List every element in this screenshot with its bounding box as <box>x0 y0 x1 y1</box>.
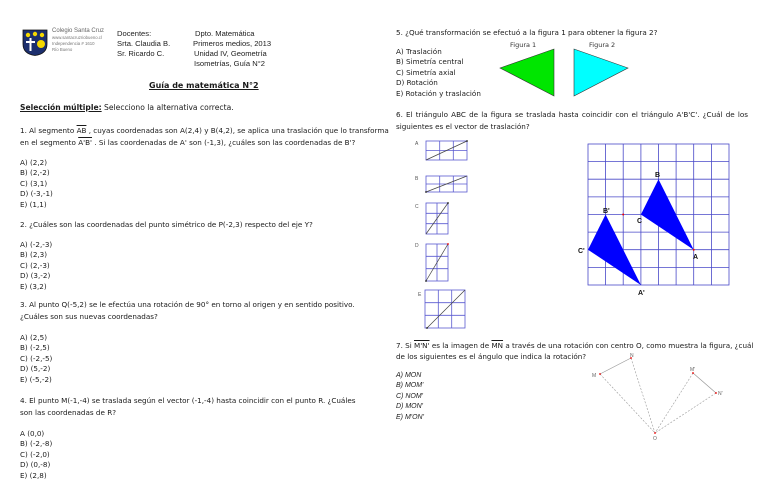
label-a: A <box>693 254 699 261</box>
q2-option-b[interactable]: B) (2,3) <box>20 250 48 260</box>
q4-option-b[interactable]: B) (-2,-8) <box>20 439 53 449</box>
q3-option-c[interactable]: C) (-2,-5) <box>20 353 53 363</box>
q4-option-a[interactable]: A (0,0) <box>20 429 45 438</box>
label-c: C <box>637 218 643 225</box>
question-2-text: 2. ¿Cuáles son las coordenadas del punto simétrico de P(-2,3) respecto del eje Y? <box>20 220 313 229</box>
q4-option-d[interactable]: D) (0,-8) <box>20 460 51 470</box>
label-n: N <box>630 353 634 359</box>
q7-option-e[interactable]: E) M'ON' <box>396 413 424 421</box>
q1-option-e[interactable]: E) (1,1) <box>20 199 47 209</box>
teachers-label: Docentes: <box>117 29 152 38</box>
segment-ab: $\overline{AB}$ <box>76 126 87 135</box>
q2-option-d[interactable]: D) (3,-2) <box>20 271 51 281</box>
q2-option-c[interactable]: C) (2,-3) <box>20 260 50 270</box>
q3-option-a[interactable]: A) (2,5) <box>20 333 48 342</box>
q7-option-b[interactable]: B) MOM' <box>396 382 424 390</box>
question-5-text: 5. ¿Qué transformación se efectuó a la figura 1 para obtener la figura 2? <box>396 28 658 37</box>
q6-option-label-d: D <box>415 243 419 249</box>
q2-option-e[interactable]: E) (3,2) <box>20 281 47 291</box>
q6-option-label-c: C <box>415 204 419 210</box>
label-m: M <box>592 373 597 379</box>
question-7-line-2: de los siguientes es el ángulo que indica la rotación? <box>396 352 587 361</box>
label-o: O <box>653 436 657 442</box>
instructions-text: Selecciono la alternativa correcta. <box>101 103 234 112</box>
segment-a-prime-b-prime: A'B' <box>78 138 92 147</box>
q5-option-c[interactable]: C) Simetría axial <box>396 67 456 77</box>
question-1-line-1: 1. Al segmento $\overline{AB}$ , cuyas coordenadas son A(2,4) y B(4,2), se aplica una traslación que lo transforma <box>20 126 389 135</box>
q4-option-c[interactable]: C) (-2,0) <box>20 449 50 459</box>
segment-m-prime-n-prime: M'N' <box>414 341 430 350</box>
q6-option-label-e: E <box>418 292 422 298</box>
label-b-prime: B' <box>603 208 610 215</box>
page-title: Guía de matemática N°2 <box>149 81 259 90</box>
q5-option-d[interactable]: D) Rotación <box>396 78 438 88</box>
question-6-text: 6. El triángulo ABC de la figura se traslada hasta coincidir con el triángulo A'B'C'. ¿Cuál de los siguientes es el vector de traslación? <box>396 110 748 131</box>
school-web: www.santacruzriobueno.cl <box>52 35 102 40</box>
school-name: Colegio Santa Cruz <box>52 28 105 34</box>
figure-1-label: Figura 1 <box>510 41 537 49</box>
question-4-text: 4. El punto M(-1,-4) se traslada según el vector (-1,-4) hasta coincidir con el punto R. ¿Cuáles son las coordenadas de R? <box>20 396 356 417</box>
dept-line-4: Isometrías, Guía N°2 <box>194 59 265 68</box>
q7-option-d[interactable]: D) MON' <box>396 403 423 411</box>
q6-option-label-a: A <box>415 141 419 147</box>
q5-option-a[interactable]: A) Traslación <box>396 47 442 56</box>
label-n-prime: N' <box>718 391 723 397</box>
instructions-label: Selección múltiple: <box>20 103 102 112</box>
school-city: Río Bueno <box>52 47 73 52</box>
teacher-1: Srta. Claudia B. <box>117 39 171 48</box>
q7-option-a[interactable]: A) MON <box>396 372 422 379</box>
label-c-prime: C' <box>578 248 585 255</box>
q1-option-b[interactable]: B) (2,-2) <box>20 168 50 178</box>
question-7-line-1: 7. Si M'N' es la imagen de $\overline{MN}$ a través de una rotación con centro O, como muestra la figura, ¿cuál <box>396 341 754 350</box>
segment-mn: $\overline{MN}$ <box>491 341 504 350</box>
dept-line-1: Dpto. Matemática <box>195 29 255 38</box>
q1-option-a[interactable]: A) (2,2) <box>20 158 48 167</box>
q2-option-a[interactable]: A) (-2,-3) <box>20 240 53 249</box>
question-1-line-2: en el segmento A'B' . Si las coordenadas de A' son (-1,3), ¿cuáles son las coordenadas de B'? <box>20 138 356 147</box>
dept-line-3: Unidad IV, Geometría <box>194 49 267 58</box>
q6-option-label-b: B <box>415 176 419 182</box>
question-3-text: 3. Al punto Q(-5,2) se le efectúa una rotación de 90° en torno al origen y en sentido positivo. ¿Cuáles son sus nuevas coordenadas? <box>20 300 355 321</box>
q1-option-d[interactable]: D) (-3,-1) <box>20 189 53 199</box>
school-address: Independencia # 1610 <box>52 41 95 46</box>
q3-option-d[interactable]: D) (5,-2) <box>20 364 51 374</box>
label-m-prime: M' <box>690 367 696 373</box>
q4-option-e[interactable]: E) (2,8) <box>20 470 47 480</box>
teacher-2: Sr. Ricardo C. <box>117 49 165 58</box>
q3-option-b[interactable]: B) (-2,5) <box>20 343 50 353</box>
figure-2-label: Figura 2 <box>589 41 616 49</box>
q5-option-b[interactable]: B) Simetría central <box>396 57 464 67</box>
q1-option-c[interactable]: C) (3,1) <box>20 178 48 188</box>
label-a-prime: A' <box>638 290 645 297</box>
q7-option-c[interactable]: C) NOM' <box>396 392 423 400</box>
dept-line-2: Primeros medios, 2013 <box>193 39 272 48</box>
label-b: B <box>655 172 661 179</box>
q3-option-e[interactable]: E) (-5,-2) <box>20 374 52 384</box>
q5-option-e[interactable]: E) Rotación y traslación <box>396 88 481 98</box>
